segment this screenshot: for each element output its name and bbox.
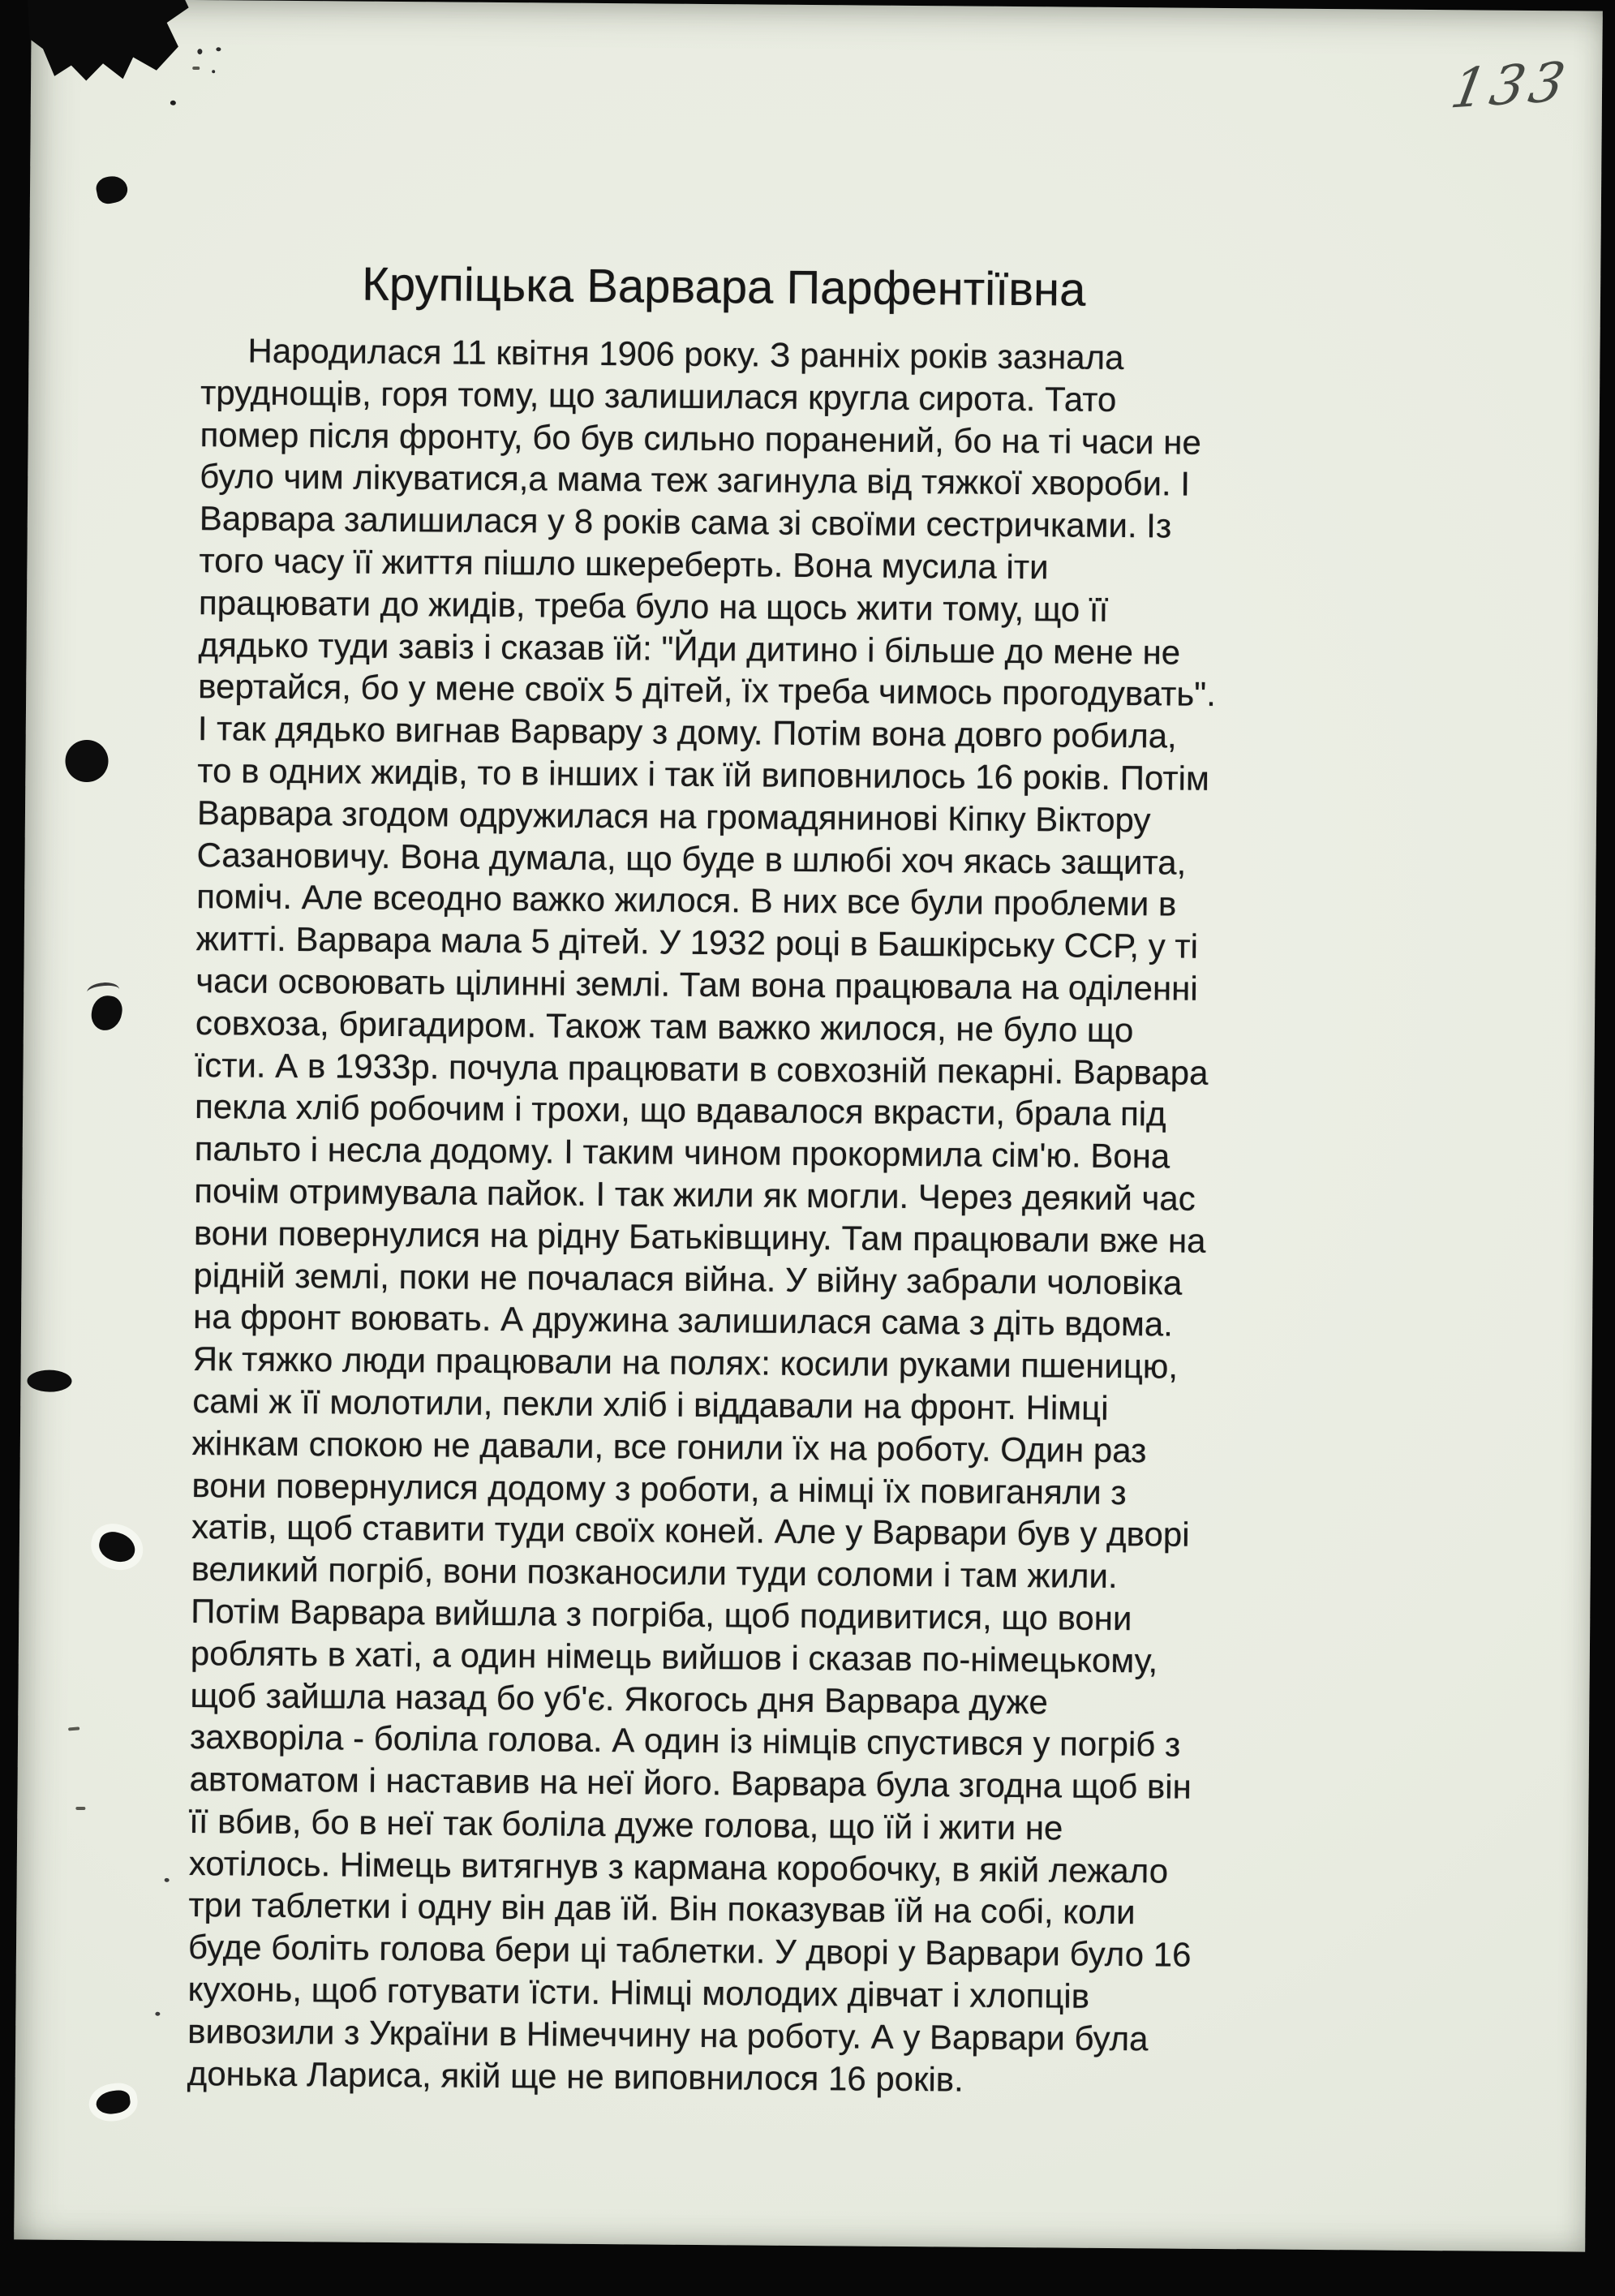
text-line: вертайся, бо у мене своїх 5 дітей, їх треба чимось прогодувать".: [198, 667, 1217, 714]
text-line: труднощів, горя тому, що залишилася кругла сирота. Тато: [200, 372, 1117, 419]
text-line: було чим лікуватися,а мама теж загинула від тяжкої хвороби. І: [200, 457, 1191, 504]
text-line: їсти. А в 1933р. почула працювати в совхозній пекарні. Варвара: [195, 1045, 1209, 1092]
text-line: жінкам спокою не давали, все гонили їх на роботу. Один раз: [191, 1423, 1147, 1470]
document-page: [14, 0, 1603, 2252]
text-line: кухонь, щоб готувати їсти. Німці молодих дівчат і хлопців: [187, 1970, 1090, 2015]
text-line: її вбив, бо в неї так боліла дуже голова, що їй і жити не: [189, 1801, 1063, 1847]
text-line: Варвара залишилася у 8 років сама зі своїми сестричками. Із: [199, 499, 1172, 545]
text-line: буде боліть голова бери ці таблетки. У дворі у Варвари було 16: [187, 1928, 1192, 1975]
text-line: вивозили з України в Німеччину на роботу. А у Варвари була: [187, 2011, 1149, 2058]
ink-speck: [212, 70, 215, 73]
text-line: працювати до жидів, треба було на щось жити тому, що її: [198, 583, 1109, 629]
ink-dot: [27, 1369, 71, 1391]
text-line: житті. Варвара мала 5 дітей. У 1932 році в Башкірську ССР, у ті: [195, 919, 1199, 965]
ink-speck: [192, 67, 200, 70]
punch-hole-mark: [96, 1529, 138, 1565]
text-line: три таблетки і одну він дав їй. Він показував їй на собі, коли: [188, 1885, 1136, 1932]
pencil-speck: [165, 1878, 170, 1882]
text-line: Варвара згодом одружилася на громадянинові Кіпку Віктору: [196, 793, 1151, 840]
ink-speck: [197, 49, 202, 54]
text-line: то в одних жидів, то в інших і так їй виповнилось 16 років. Потім: [197, 751, 1209, 798]
text-line: великий погріб, вони позканосили туди соломи і там жили.: [191, 1550, 1118, 1596]
text-line: хатів, щоб ставити туди своїх коней. Але у Варвари був у дворі: [191, 1507, 1190, 1554]
text-line: самі ж її молотили, пекли хліб і віддавали на фронт. Німці: [192, 1381, 1109, 1427]
text-line: Сазановичу. Вона думала, що буде в шлюбі хоч якась защита,: [196, 835, 1187, 882]
text-line: І так дядько вигнав Варвару з дому. Потім вона довго робила,: [197, 709, 1177, 755]
text-line: почім отримувала пайок. І так жили як могли. Через деякий час: [194, 1171, 1196, 1218]
ink-blot: [94, 174, 130, 206]
text-line: совхоза, бригадиром. Також там важко жилося, не було що: [195, 1003, 1134, 1049]
text-line: вони повернулися додому з роботи, а німці їх повиганяли з: [191, 1465, 1127, 1511]
body-text: [187, 329, 1369, 2104]
text-line: рідній землі, поки не почалася війна. У війну забрали чоловіка: [193, 1255, 1183, 1302]
text-line: поміч. Але всеодно важко жилося. В них все були проблеми в: [196, 877, 1177, 923]
punch-hole-mark: [95, 2089, 131, 2116]
text-line: на фронт воювать. А дружина залишилася сама з діть вдома.: [192, 1297, 1174, 1344]
pencil-speck: [155, 2012, 160, 2016]
text-line: Потім Варвара вийшла з погріба, щоб подивитися, що вони: [191, 1591, 1132, 1638]
text-line: пальто і несла додому. І таким чином прокормила сім'ю. Вона: [194, 1129, 1170, 1176]
text-line: Як тяжко люди працювали на полях: косили руками пшеницю,: [192, 1339, 1179, 1386]
text-line: Народилася 11 квітня 1906 року. З ранніх років зазнала: [247, 331, 1124, 377]
pencil-speck: [75, 1807, 85, 1810]
handwritten-page-number: 133: [1446, 49, 1575, 121]
document-title: Крупіцька Варвара Парфентіївна: [361, 257, 1086, 316]
text-line: захворіла - боліла голова. А один із німців спустився у погріб з: [189, 1718, 1181, 1764]
pencil-speck: [68, 1726, 79, 1731]
ink-dot: [65, 740, 108, 782]
text-line: дядько туди завіз і сказав їй: "Йди дитино і більше до мене не: [198, 625, 1181, 672]
text-line: помер після фронту, бо був сильно поранений, бо на ті часи не: [200, 415, 1202, 462]
text-line: пекла хліб робочим і трохи, що вдавалося вкрасти, брала під: [194, 1087, 1166, 1133]
ink-blot: [89, 994, 124, 1033]
text-line: роблять в хаті, а один німець вийшов і сказав по-німецькому,: [190, 1633, 1158, 1680]
text-line: часи освоювать цілинні землі. Там вона працювала на оділенні: [195, 961, 1198, 1008]
torn-corner-stain: [26, 0, 194, 99]
ink-speck: [170, 101, 176, 105]
text-line: хотілось. Німець витягнув з кармана коробочку, в якій лежало: [188, 1843, 1169, 1890]
text-block: [187, 258, 1370, 2104]
text-line: автоматом і наставив на неї його. Варвара була згодна щоб він: [189, 1760, 1192, 1806]
ink-speck: [216, 47, 221, 51]
text-line: щоб зайшла назад бо уб'є. Якогось дня Варвара дуже: [190, 1675, 1049, 1721]
text-line: вони повернулися на рідну Батьківщину. Там працювали вже на: [193, 1213, 1206, 1260]
text-line: донька Лариса, якій ще не виповнилося 16 років.: [187, 2053, 964, 2099]
text-line: того часу її життя пішло шкереберть. Вона мусила іти: [199, 541, 1049, 587]
